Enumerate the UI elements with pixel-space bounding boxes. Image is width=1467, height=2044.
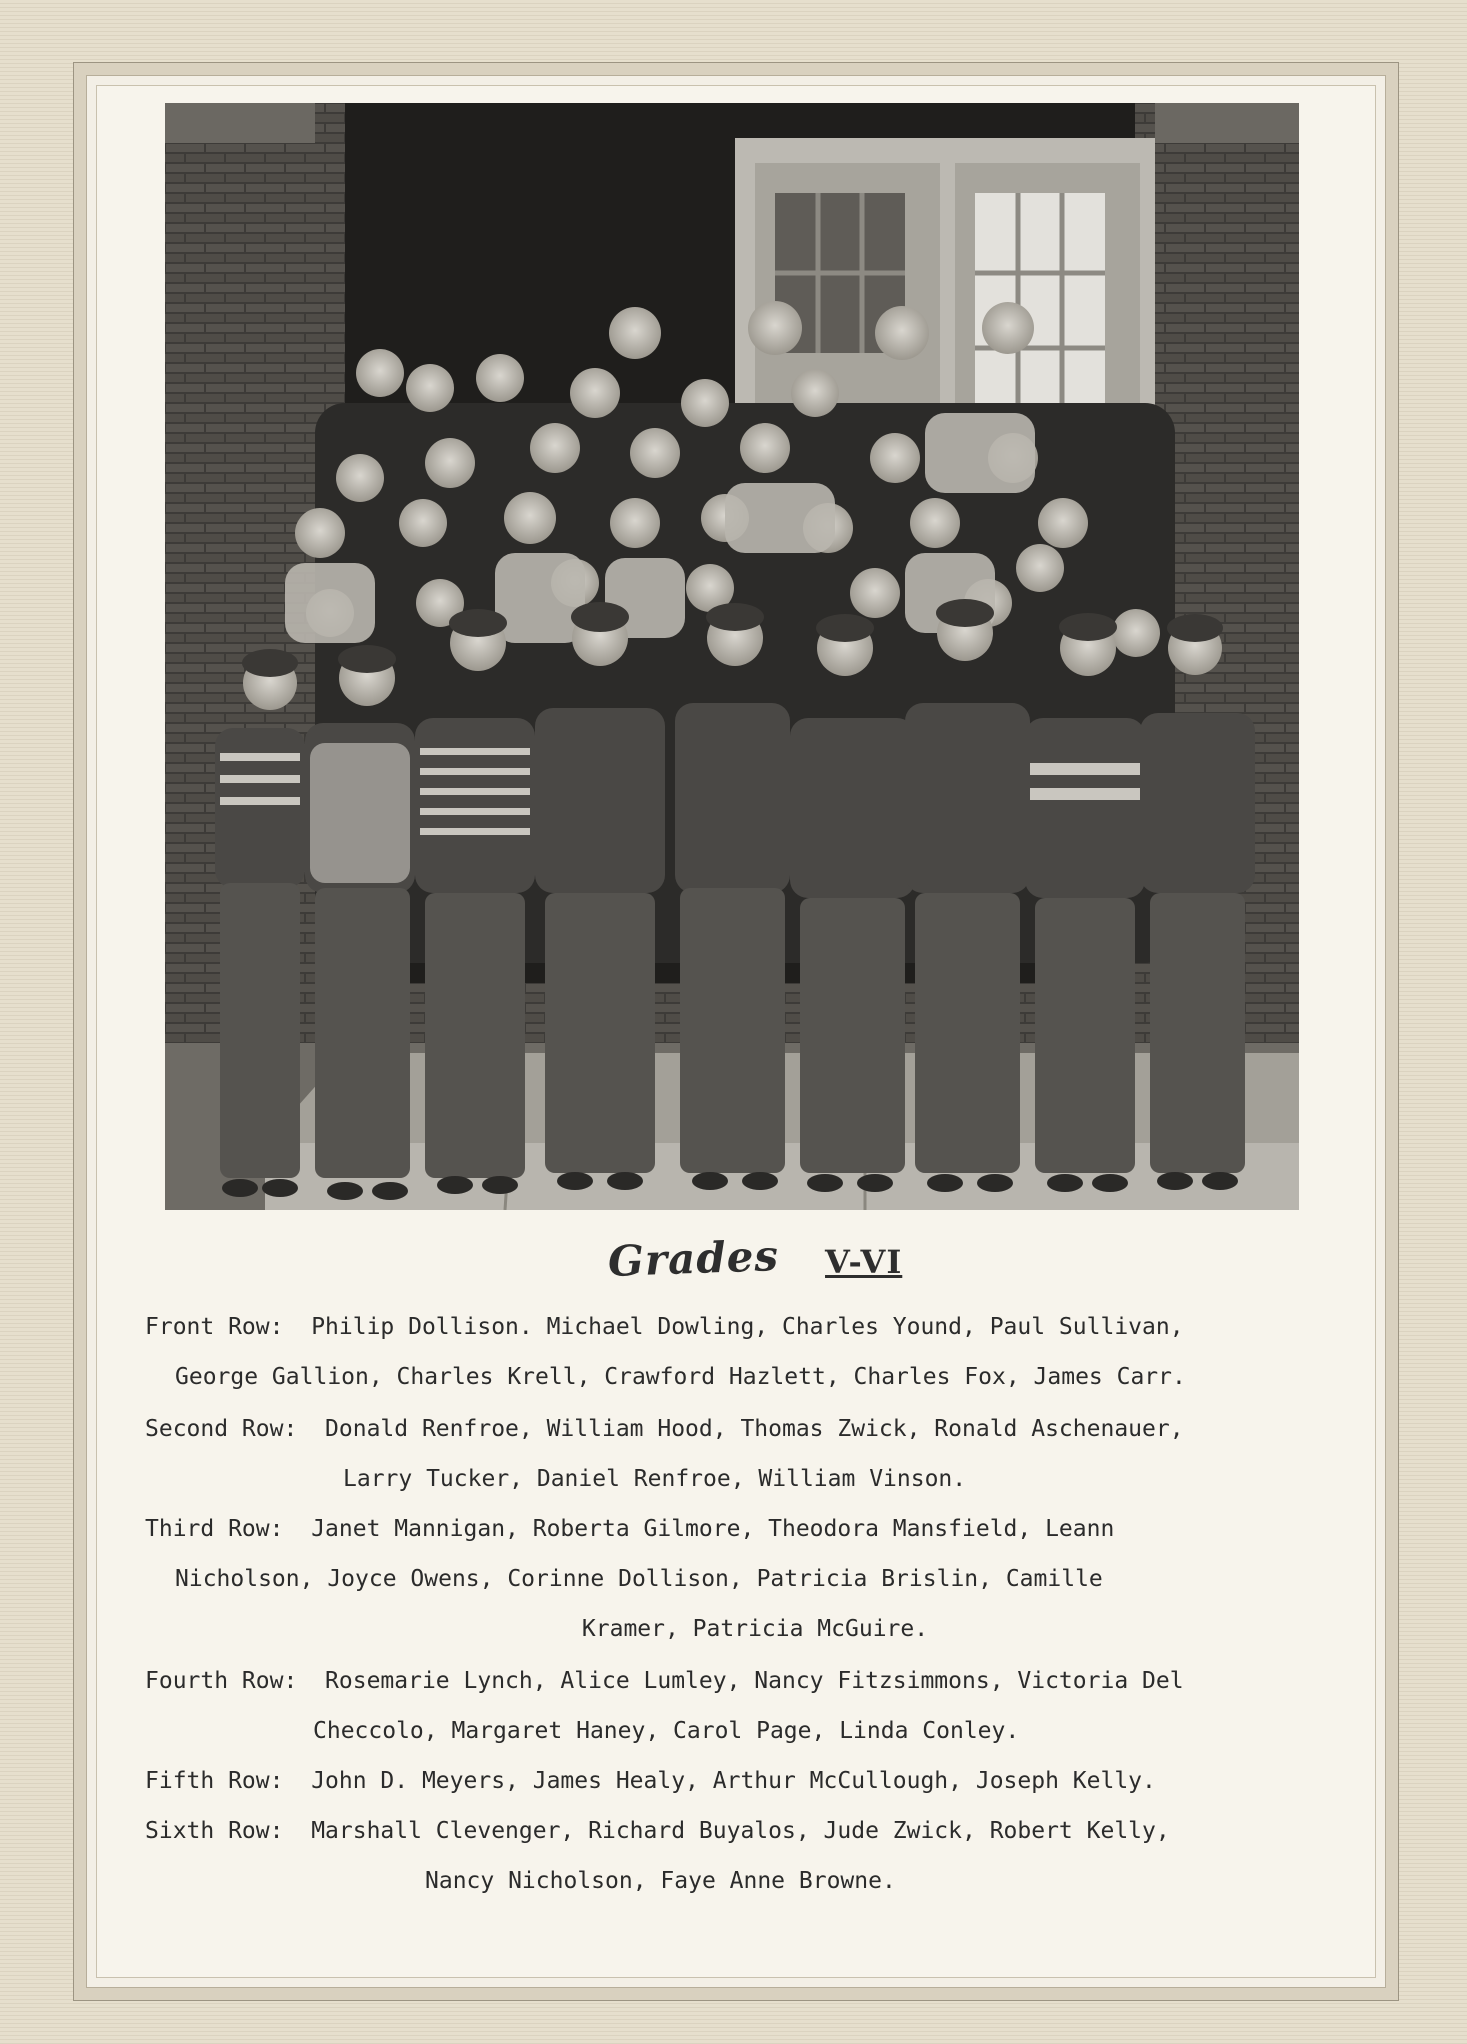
photo-caption (145, 1224, 1365, 1964)
row-names-line: Rosemarie Lynch, Alice Lumley, Nancy Fitzsimmons, Victoria Del (325, 1668, 1184, 1694)
row-names-line: Larry Tucker, Daniel Renfroe, William Vinson. (343, 1466, 967, 1492)
row-names-line: Kramer, Patricia McGuire. (581, 1616, 929, 1642)
row-names-line: Marshall Clevenger, Richard Buyalos, Jude Zwick, Robert Kelly, (311, 1818, 1170, 1844)
row-names-line: Janet Mannigan, Roberta Gilmore, Theodora Mansfield, Leann (311, 1516, 1115, 1542)
title-word: Grades (606, 1231, 780, 1286)
row-names-line: Philip Dollison. Michael Dowling, Charles Yound, Paul Sullivan, (311, 1314, 1184, 1340)
row-names-line: Donald Renfroe, William Hood, Thomas Zwick, Ronald Aschenauer, (325, 1416, 1184, 1442)
photo-mat-border (74, 63, 1398, 2000)
title-numerals: V-VI (825, 1243, 903, 1281)
caption-title (145, 1231, 1365, 1286)
row-label: Third Row: (145, 1516, 284, 1542)
class-photograph (165, 103, 1299, 1210)
row-label: Second Row: (145, 1416, 298, 1442)
row-names-line: Nicholson, Joyce Owens, Corinne Dollison, Patricia Brislin, Camille (175, 1566, 1103, 1592)
row-label: Sixth Row: (145, 1818, 284, 1844)
sixth-row-entry (145, 1806, 1365, 1906)
row-names-line: John D. Meyers, James Healy, Arthur McCullough, Joseph Kelly. (311, 1768, 1156, 1794)
class-photograph-illustration (165, 103, 1299, 1210)
row-label: Front Row: (145, 1314, 284, 1340)
row-names-line: George Gallion, Charles Krell, Crawford Hazlett, Charles Fox, James Carr. (175, 1364, 1186, 1390)
third-row-entry (145, 1504, 1365, 1654)
row-label: Fifth Row: (145, 1768, 284, 1794)
front-row-entry (145, 1302, 1365, 1402)
row-names-line: Checcolo, Margaret Haney, Carol Page, Linda Conley. (313, 1718, 1020, 1744)
row-label: Fourth Row: (145, 1668, 298, 1694)
photo-mat-inner (96, 85, 1376, 1978)
fourth-row-entry (145, 1656, 1365, 1756)
second-row-entry (145, 1404, 1365, 1504)
fifth-row-entry (145, 1756, 1365, 1806)
row-names-line: Nancy Nicholson, Faye Anne Browne. (425, 1868, 896, 1894)
